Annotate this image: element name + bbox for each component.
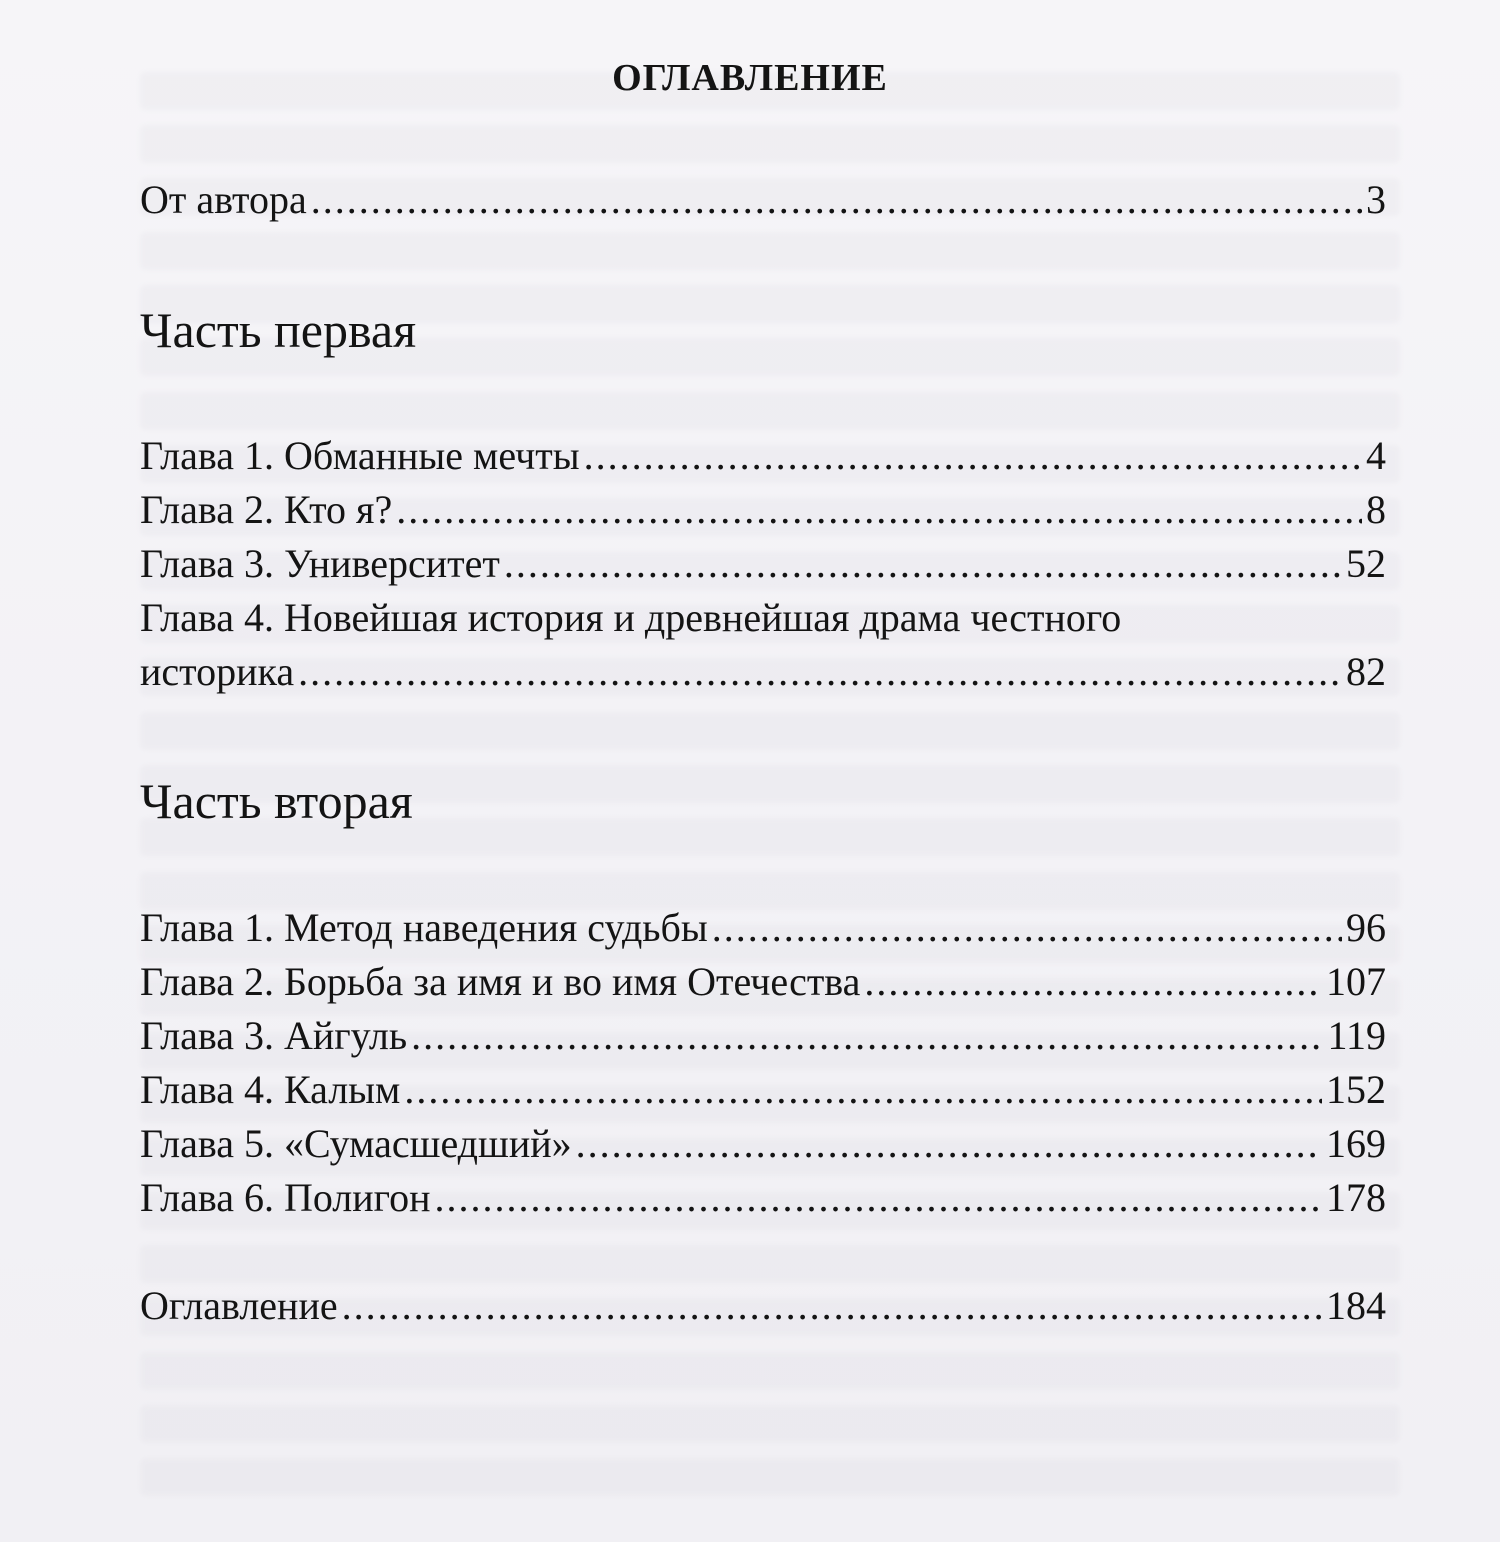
toc-entry-part1-chapter2 (140, 487, 1386, 532)
toc-entry-part1-chapter3 (140, 541, 1386, 586)
part-heading-second: Часть вторая (140, 773, 413, 829)
toc-entry-label: Глава 1. Метод наведения судьбы (140, 905, 708, 950)
dot-leader (712, 908, 1342, 948)
toc-entry-part2-chapter2 (140, 959, 1386, 1004)
dot-leader (298, 652, 1342, 692)
dot-leader (864, 962, 1322, 1002)
toc-entry-part2-chapter3 (140, 1013, 1386, 1058)
dot-leader (404, 1070, 1322, 1110)
toc-entry-label: Глава 2. Борьба за имя и во имя Отечества (140, 959, 861, 1004)
toc-entry-label: историка (140, 649, 295, 694)
toc-entry-intro (140, 177, 1386, 222)
toc-entry-label: Глава 3. Айгуль (140, 1013, 408, 1058)
toc-page-number: 184 (1326, 1283, 1386, 1328)
toc-entry-label: Глава 6. Полигон (140, 1175, 431, 1220)
toc-entry-part2-chapter1 (140, 905, 1386, 950)
dot-leader (435, 1178, 1323, 1218)
toc-entry-part2-chapter4 (140, 1067, 1386, 1112)
toc-page-number: 107 (1326, 959, 1386, 1004)
toc-page-number: 178 (1326, 1175, 1386, 1220)
toc-entry-label: Оглавление (140, 1283, 338, 1328)
toc-entry-contents (140, 1283, 1386, 1328)
toc-page-number: 96 (1346, 905, 1386, 950)
toc-page-number: 52 (1346, 541, 1386, 586)
dot-leader (576, 1124, 1322, 1164)
toc-entry-part1-chapter1 (140, 433, 1386, 478)
dot-leader (396, 490, 1362, 530)
toc-page-number: 119 (1327, 1013, 1386, 1058)
toc-entry-part1-chapter4 (140, 649, 1386, 694)
toc-entry-part1-chapter4-line1: Глава 4. Новейшая история и древнейшая драма честного (140, 595, 1122, 640)
toc-entry-part2-chapter6 (140, 1175, 1386, 1220)
dot-leader (504, 544, 1342, 584)
toc-entry-part2-chapter5 (140, 1121, 1386, 1166)
toc-entry-label: Глава 3. Университет (140, 541, 500, 586)
dot-leader (584, 436, 1362, 476)
toc-entry-label: От автора (140, 177, 307, 222)
toc-entry-label: Глава 2. Кто я? (140, 487, 393, 532)
dot-leader (342, 1286, 1322, 1326)
toc-entry-label: Глава 1. Обманные мечты (140, 433, 580, 478)
toc-page-number: 3 (1366, 177, 1386, 222)
page-title: ОГЛАВЛЕНИЕ (612, 57, 888, 99)
dot-leader (411, 1016, 1323, 1056)
toc-page-number: 4 (1366, 433, 1386, 478)
toc-entry-label: Глава 5. «Сумасшедший» (140, 1121, 572, 1166)
toc-page-number: 152 (1326, 1067, 1386, 1112)
toc-page-number: 8 (1366, 487, 1386, 532)
part-heading-first: Часть первая (140, 302, 417, 358)
dot-leader (311, 180, 1362, 220)
toc-page-number: 169 (1326, 1121, 1386, 1166)
toc-entry-label: Глава 4. Калым (140, 1067, 401, 1112)
toc-page-number: 82 (1346, 649, 1386, 694)
